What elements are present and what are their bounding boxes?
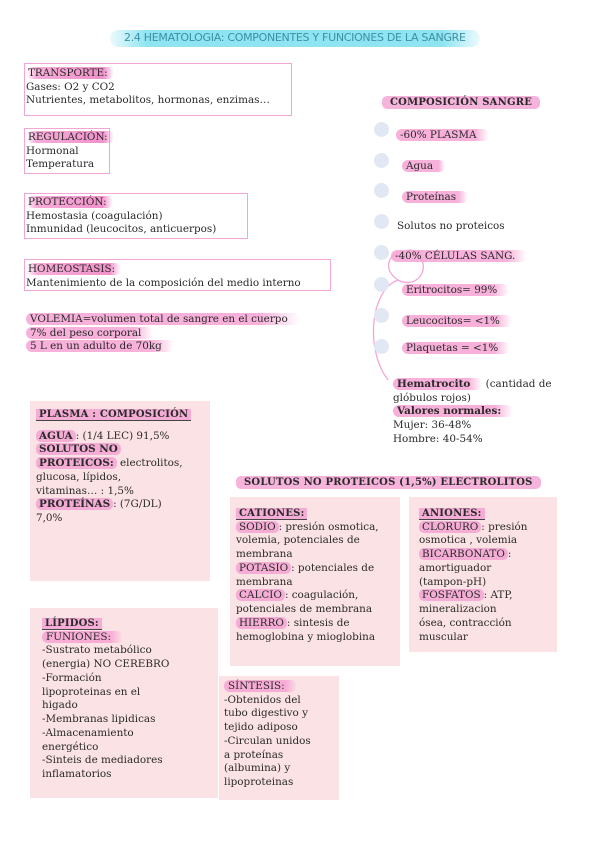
volemia-line: 5 L en un adulto de 70kg <box>26 340 174 352</box>
lipidos-line: (energia) NO CEREBRO <box>42 658 170 671</box>
lipidos-line: -Almacenamiento <box>42 726 134 739</box>
anion-desc-cont: muscular <box>419 630 468 643</box>
lipidos-line: higado <box>42 699 78 712</box>
solutos-header: SOLUTOS NO PROTEICOS (1,5%) ELECTROLITOS <box>236 476 541 490</box>
solutos-term: SOLUTOS NO <box>36 443 121 455</box>
bullet-dot-icon <box>374 183 389 198</box>
composicion-item: Leucocitos= <1% <box>402 315 512 327</box>
valores-normales-header: Valores normales: <box>393 405 513 417</box>
sintesis-line: tubo digestivo y <box>224 707 308 720</box>
transporte-section <box>26 67 270 108</box>
anion-desc: : <box>507 548 512 561</box>
lipidos-section <box>42 617 214 782</box>
anion-name: FOSFATOS <box>419 589 484 601</box>
cation-desc: : sintesis de <box>286 616 350 629</box>
cationes-section <box>236 507 400 644</box>
transporte-line: Gases: O2 y CO2 <box>26 80 115 93</box>
sintesis-line: (albumina) y <box>224 762 291 775</box>
cation-name: CALCIO <box>236 589 285 601</box>
homeostasis-line: Mantenimiento de la composición del medio interno <box>26 276 301 289</box>
regulacion-line: Hormonal <box>26 144 79 157</box>
proteinas-term: PROTEÍNAS <box>36 498 113 510</box>
lipidos-line: lipoproteinas en el <box>42 685 141 698</box>
aniones-section <box>419 507 557 644</box>
regulacion-header: REGULACIÓN: <box>26 131 114 143</box>
cation-name: HIERRO <box>236 617 287 629</box>
lipidos-line: -Formación <box>42 671 102 684</box>
anion-desc-cont: mineralizacion <box>419 603 497 616</box>
proteinas-value: : (7G/DL) <box>113 498 162 511</box>
funciones-header: FUNIONES: <box>42 631 123 643</box>
anion-desc-cont: osmotica , volemia <box>419 534 518 547</box>
regulacion-line: Temperatura <box>26 158 95 171</box>
lipidos-line: -Sustrato metabólico <box>42 644 152 657</box>
cation-desc-cont: volemia, potenciales de <box>236 534 360 547</box>
agua-term: AGUA <box>36 430 76 442</box>
plasma-line: glucosa, lípidos, <box>36 470 122 483</box>
sintesis-line: -Obtenidos del <box>224 693 301 706</box>
cationes-header: CATIONES: <box>236 508 307 520</box>
proteccion-section <box>26 196 216 237</box>
composicion-item: Proteínas <box>402 191 468 203</box>
plasma-line: vitaminas… : 1,5% <box>36 484 134 497</box>
bullet-dot-icon <box>374 277 389 292</box>
cation-desc-cont: hemoglobina y mioglobina <box>236 630 376 643</box>
page-title: 2.4 HEMATOLOGIA: COMPONENTES Y FUNCIONES DE LA SANGRE <box>110 30 480 47</box>
lipidos-line: inflamatorios <box>42 768 112 781</box>
volemia-term: VOLEMIA <box>30 313 83 325</box>
anion-desc-cont: (tampon-pH) <box>419 575 487 588</box>
hematocrito-definition: (cantidad de <box>482 378 552 390</box>
lipidos-line: -Membranas lipidicas <box>42 713 156 726</box>
sintesis-line: -Circulan unidos <box>224 734 311 747</box>
anion-name: CLORURO <box>419 521 481 533</box>
aniones-header: ANIONES: <box>419 508 485 520</box>
bullet-dot-icon <box>374 339 389 354</box>
transporte-header: TRANSPORTE: <box>26 67 114 79</box>
bullet-dot-icon <box>374 214 389 229</box>
sintesis-line: a proteínas <box>224 748 284 761</box>
plasma-header: PLASMA : COMPOSICIÓN <box>36 409 191 421</box>
anion-desc: : ATP, <box>483 589 513 602</box>
composicion-item: -40% CÉLULAS SANG. <box>391 250 527 262</box>
composicion-item: -60% PLASMA <box>396 129 489 141</box>
volemia-line: 7% del peso corporal <box>26 327 153 339</box>
volemia-section <box>26 313 300 354</box>
cation-desc: : potenciales de <box>291 561 375 574</box>
proteicos-value: electrolitos, <box>116 457 183 470</box>
bullet-dot-icon <box>374 153 389 168</box>
lipidos-header: LÍPIDOS: <box>42 618 102 630</box>
valor-hombre: Hombre: 40-54% <box>393 432 483 445</box>
cation-desc-cont: membrana <box>236 548 293 561</box>
cation-desc-cont: potenciales de membrana <box>236 603 373 616</box>
lipidos-line: energético <box>42 740 99 753</box>
composicion-header: COMPOSICIÓN SANGRE <box>382 96 540 110</box>
composicion-item: Eritrocitos= 99% <box>402 284 509 296</box>
homeostasis-header: HOMEOSTASIS: <box>26 263 121 275</box>
plasma-section <box>36 408 208 526</box>
volemia-definition: =volumen total de sangre en el cuerpo <box>82 313 288 325</box>
sintesis-line: lipoproteinas <box>224 776 294 789</box>
valor-mujer: Mujer: 36-48% <box>393 419 472 432</box>
bullet-dot-icon <box>374 122 389 137</box>
anion-desc-cont: ósea, contracción <box>419 616 512 629</box>
cation-desc-cont: membrana <box>236 575 293 588</box>
hematocrito-term: Hematrocito <box>393 378 482 390</box>
lipidos-line: -Sinteis de mediadores <box>42 754 163 767</box>
proteccion-line: Hemostasia (coagulación) <box>26 209 163 222</box>
hematocrito-definition-cont: glóbulos rojos) <box>393 391 471 404</box>
regulacion-section <box>26 131 114 172</box>
proteinas-percent: 7,0% <box>36 512 63 525</box>
bullet-dot-icon <box>374 308 389 323</box>
cation-desc: : coagulación, <box>284 589 359 602</box>
proteicos-term: PROTEICOS: <box>36 457 117 469</box>
anion-name: BICARBONATO <box>419 548 508 560</box>
bullet-dot-icon <box>374 245 389 260</box>
composicion-item: Plaquetas = <1% <box>402 342 510 354</box>
hematocrito-section <box>393 378 573 447</box>
composicion-item: Agua <box>402 160 445 172</box>
cation-name: POTASIO <box>236 562 291 574</box>
transporte-line: Nutrientes, metabolitos, hormonas, enzimas… <box>26 94 270 107</box>
anion-desc-cont: amortiguador <box>419 561 492 574</box>
agua-value: : (1/4 LEC) 91,5% <box>75 429 170 442</box>
sintesis-line: tejido adiposo <box>224 721 298 734</box>
proteccion-line: Inmunidad (leucocitos, anticuerpos) <box>26 223 217 236</box>
homeostasis-section <box>26 263 301 290</box>
proteccion-header: PROTECCIÓN: <box>26 196 113 208</box>
cation-desc: : presión osmotica, <box>278 520 379 533</box>
anion-desc: : presión <box>481 520 528 533</box>
sintesis-section <box>224 680 338 790</box>
composicion-item: Solutos no proteicos <box>397 220 505 232</box>
sintesis-header: SÍNTESIS: <box>224 680 297 692</box>
cation-name: SODIO <box>236 521 279 533</box>
